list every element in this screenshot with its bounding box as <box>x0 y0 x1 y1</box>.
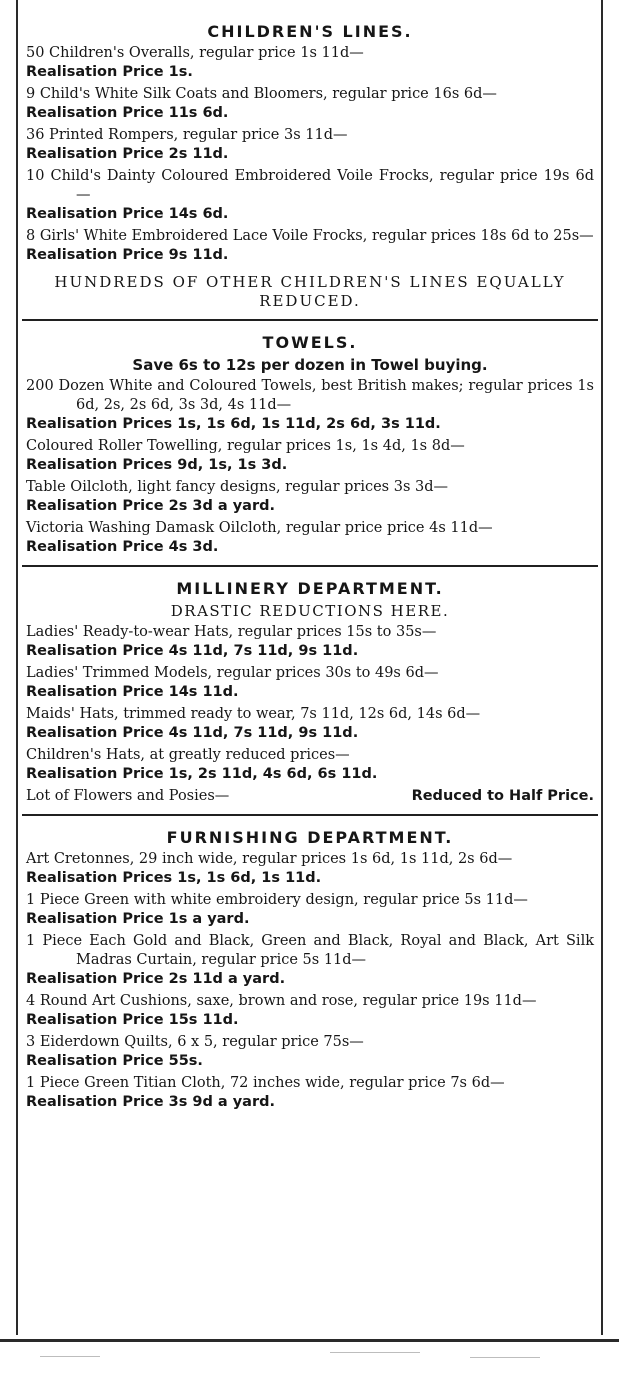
item-price: Realisation Price 9s 11d. <box>26 247 229 263</box>
item-price: Realisation Price 4s 11d, 7s 11d, 9s 11d. <box>26 643 359 659</box>
print-speck <box>470 1357 540 1358</box>
item-description: 4 Round Art Cushions, saxe, brown and rose, regular price 19s 11d— <box>26 993 537 1009</box>
section-heading: CHILDREN'S LINES. <box>207 22 413 41</box>
list-item <box>26 787 594 806</box>
item-description: Table Oilcloth, light fancy designs, regular prices 3s 3d— <box>26 479 449 495</box>
list-item <box>26 932 594 989</box>
item-price: Realisation Prices 1s, 1s 6d, 1s 11d. <box>26 870 322 886</box>
item-price: Realisation Price 11s 6d. <box>26 105 229 121</box>
item-price: Realisation Prices 9d, 1s, 1s 3d. <box>26 457 288 473</box>
item-price: Realisation Price 3s 9d a yard. <box>26 1094 275 1110</box>
item-price: Realisation Price 2s 3d a yard. <box>26 498 275 514</box>
item-price: Realisation Price 2s 11d a yard. <box>26 971 286 987</box>
section-heading: MILLINERY DEPARTMENT. <box>176 579 444 598</box>
item-description: 10 Child's Dainty Coloured Embroidered Voile Frocks, regular price 19s 6d— <box>26 168 594 203</box>
item-description: Ladies' Ready-to-wear Hats, regular prices 15s to 35s— <box>26 624 437 640</box>
item-price: Realisation Price 55s. <box>26 1053 203 1069</box>
list-item <box>26 167 594 224</box>
item-price: Realisation Price 4s 11d, 7s 11d, 9s 11d. <box>26 725 359 741</box>
item-price: Realisation Price 4s 3d. <box>26 539 219 555</box>
item-price: Realisation Price 2s 11d. <box>26 146 229 162</box>
item-description: 1 Piece Green with white embroidery design, regular price 5s 11d— <box>26 892 528 908</box>
left-column-rule <box>16 0 18 1335</box>
print-speck <box>330 1352 420 1353</box>
list-item <box>26 478 594 516</box>
item-description: Children's Hats, at greatly reduced prices— <box>26 747 350 763</box>
list-item <box>26 519 594 557</box>
list-item <box>26 992 594 1030</box>
item-description: 1 Piece Green Titian Cloth, 72 inches wide, regular price 7s 6d— <box>26 1075 505 1091</box>
list-item <box>26 891 594 929</box>
section-subheading: Save 6s to 12s per dozen in Towel buying. <box>132 356 488 374</box>
item-description: Victoria Washing Damask Oilcloth, regular price price 4s 11d— <box>26 520 493 536</box>
item-price: Realisation Prices 1s, 1s 6d, 1s 11d, 2s 6d, 3s 11d. <box>26 416 441 432</box>
item-description: 3 Eiderdown Quilts, 6 x 5, regular price 75s— <box>26 1034 364 1050</box>
section-heading: TOWELS. <box>262 333 358 352</box>
millinery-section <box>26 579 594 806</box>
item-description: 1 Piece Each Gold and Black, Green and Black, Royal and Black, Art Silk Madras Curtain, regular price 5s 11d— <box>26 933 594 968</box>
section-divider <box>22 565 598 567</box>
item-description: 36 Printed Rompers, regular price 3s 11d— <box>26 127 348 143</box>
list-item <box>26 664 594 702</box>
item-description: Art Cretonnes, 29 inch wide, regular prices 1s 6d, 1s 11d, 2s 6d— <box>26 851 513 867</box>
item-price: Realisation Price 14s 6d. <box>26 206 229 222</box>
item-price: Reduced to Half Price. <box>411 788 594 804</box>
section-divider <box>22 814 598 816</box>
item-price: Realisation Price 1s. <box>26 64 193 80</box>
item-description: 50 Children's Overalls, regular price 1s 11d— <box>26 45 364 61</box>
advert-column <box>26 22 594 1115</box>
item-description: 8 Girls' White Embroidered Lace Voile Frocks, regular prices 18s 6d to 25s— <box>26 228 594 244</box>
list-item <box>26 437 594 475</box>
list-item <box>26 1074 594 1112</box>
item-description: Lot of Flowers and Posies— <box>26 788 230 804</box>
bottom-rule <box>0 1339 619 1342</box>
childrens-lines-section <box>26 22 594 311</box>
towels-section <box>26 333 594 557</box>
list-item <box>26 623 594 661</box>
section-divider <box>22 319 598 321</box>
list-item <box>26 126 594 164</box>
list-item <box>26 377 594 434</box>
list-item <box>26 705 594 743</box>
item-price: Realisation Price 14s 11d. <box>26 684 239 700</box>
section-heading: FURNISHING DEPARTMENT. <box>166 828 454 847</box>
item-description: Ladies' Trimmed Models, regular prices 30s to 49s 6d— <box>26 665 439 681</box>
section-subheading: DRASTIC REDUCTIONS HERE. <box>170 602 450 620</box>
list-item <box>26 44 594 82</box>
list-item <box>26 746 594 784</box>
list-item <box>26 850 594 888</box>
item-price: Realisation Price 15s 11d. <box>26 1012 239 1028</box>
item-description: Maids' Hats, trimmed ready to wear, 7s 11d, 12s 6d, 14s 6d— <box>26 706 481 722</box>
list-item <box>26 227 594 265</box>
list-item <box>26 1033 594 1071</box>
right-column-rule <box>601 0 603 1335</box>
item-price: Realisation Price 1s a yard. <box>26 911 250 927</box>
item-description: 9 Child's White Silk Coats and Bloomers, regular price 16s 6d— <box>26 86 497 102</box>
item-price: Realisation Price 1s, 2s 11d, 4s 6d, 6s 11d. <box>26 766 378 782</box>
section-note: HUNDREDS OF OTHER CHILDREN'S LINES EQUALLY REDUCED. <box>54 273 566 310</box>
print-speck <box>40 1356 100 1357</box>
item-description: Coloured Roller Towelling, regular prices 1s, 1s 4d, 1s 8d— <box>26 438 465 454</box>
furnishing-section <box>26 828 594 1112</box>
list-item <box>26 85 594 123</box>
item-description: 200 Dozen White and Coloured Towels, best British makes; regular prices 1s 6d, 2s, 2s 6d, 3s 3d, 4s 11d— <box>26 378 594 413</box>
